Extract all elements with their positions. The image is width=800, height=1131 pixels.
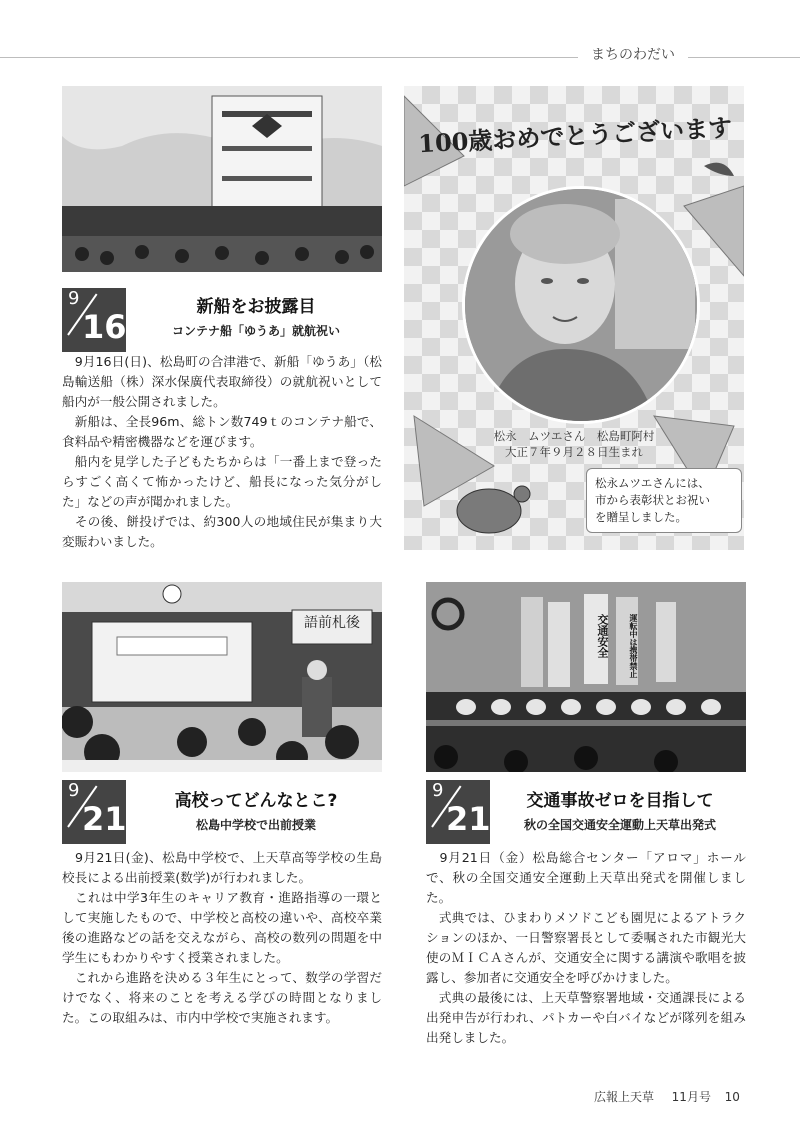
date-badge	[62, 780, 126, 844]
article-subtitle: 松島中学校で出前授業	[195, 818, 316, 832]
date-day: 21	[446, 800, 491, 838]
article-title: 交通事故ゼロを目指して	[526, 791, 714, 811]
footer-issue: 11月号	[671, 1090, 711, 1104]
portrait-caption-name: 松永 ムツエさん 松島町阿村	[493, 429, 655, 443]
date-day: 16	[82, 308, 127, 346]
date-month: 9	[68, 288, 80, 309]
page-number: 10	[724, 1090, 740, 1104]
article-body: 9月21日（金）松島総合センター「アロマ」ホールで、秋の全国交通安全運動上天草出発式を開催しました。 式典では、ひまわりメソドこども園児によるアトラクションのほか、一日警察署長として委嘱された市観光大使のＭＩＣＡさんが、交通安全に関する講演や歌唱を披露し、参加者に交通安全を呼びかけました。 式典の最後には、上天草警察署地域・交通課長による出発申告が行われ、パトカーや白バイなどが隊列を組み出発しました。	[426, 850, 746, 1045]
footer	[594, 1088, 754, 1105]
ship-photo	[62, 86, 382, 272]
stage-photo	[426, 582, 746, 772]
article-title: 新船をお披露目	[196, 297, 316, 317]
card-title: 100歳おめでとうございます	[417, 112, 733, 159]
footer-publication: 広報上天草	[594, 1090, 655, 1104]
banner-no-phone: 運転中は携帯禁止	[629, 614, 638, 678]
classroom-photo	[62, 582, 382, 772]
centenarian-card	[404, 86, 744, 550]
portrait-photo	[462, 186, 700, 424]
date-badge	[426, 780, 490, 844]
date-month: 9	[68, 780, 80, 801]
award-note: 松永ムツエさんには、 市から表彰状とお祝い を贈呈しました。	[586, 468, 742, 533]
article-subtitle: 秋の全国交通安全運動上天草出発式	[523, 818, 716, 832]
section-label: まちのわだい	[578, 44, 688, 66]
article-subtitle: コンテナ船「ゆうあ」就航祝い	[171, 324, 340, 338]
date-month: 9	[432, 780, 444, 801]
article-title: 高校ってどんなとこ?	[174, 791, 338, 811]
date-day: 21	[82, 800, 127, 838]
article-body: 9月16日(日)、松島町の合津港で、新船「ゆうあ」（松島輸送船（株）深水保廣代表取締役）の就航祝いとして船内が一般公開されました。 新船は、全長96m、総トン数749ｔのコンテナ船で、食料品や精密機器などを運びます。 船内を見学した子どもたちからは「一番上まで登ったらすごく高くて怖かったけど、船長になった気分がした」などの声が聞かれました。 その後、餅投げでは、約300人の地域住民が集まり大変賑わいました。	[62, 354, 382, 549]
portrait-caption-birth: 大正７年９月２８日生まれ	[505, 445, 643, 459]
banner-traffic-safety: 交通安全	[596, 614, 609, 658]
board-poster: 語前札後	[304, 615, 360, 631]
date-badge	[62, 288, 126, 352]
article-body: 9月21日(金)、松島中学校で、上天草高等学校の生島校長による出前授業(数学)が行われました。 これは中学3年生のキャリア教育・進路指導の一環として実施したもので、中学校と高校の違いや、高校卒業後の進路などの話を交えながら、高校の数列の問題を中学生にもわかりやすく授業されました。 これから進路を決める３年生にとって、数学の学習だけでなく、将来のことを考える学びの時間となりました。この取組みは、市内中学校で実施されます。	[62, 850, 382, 1025]
